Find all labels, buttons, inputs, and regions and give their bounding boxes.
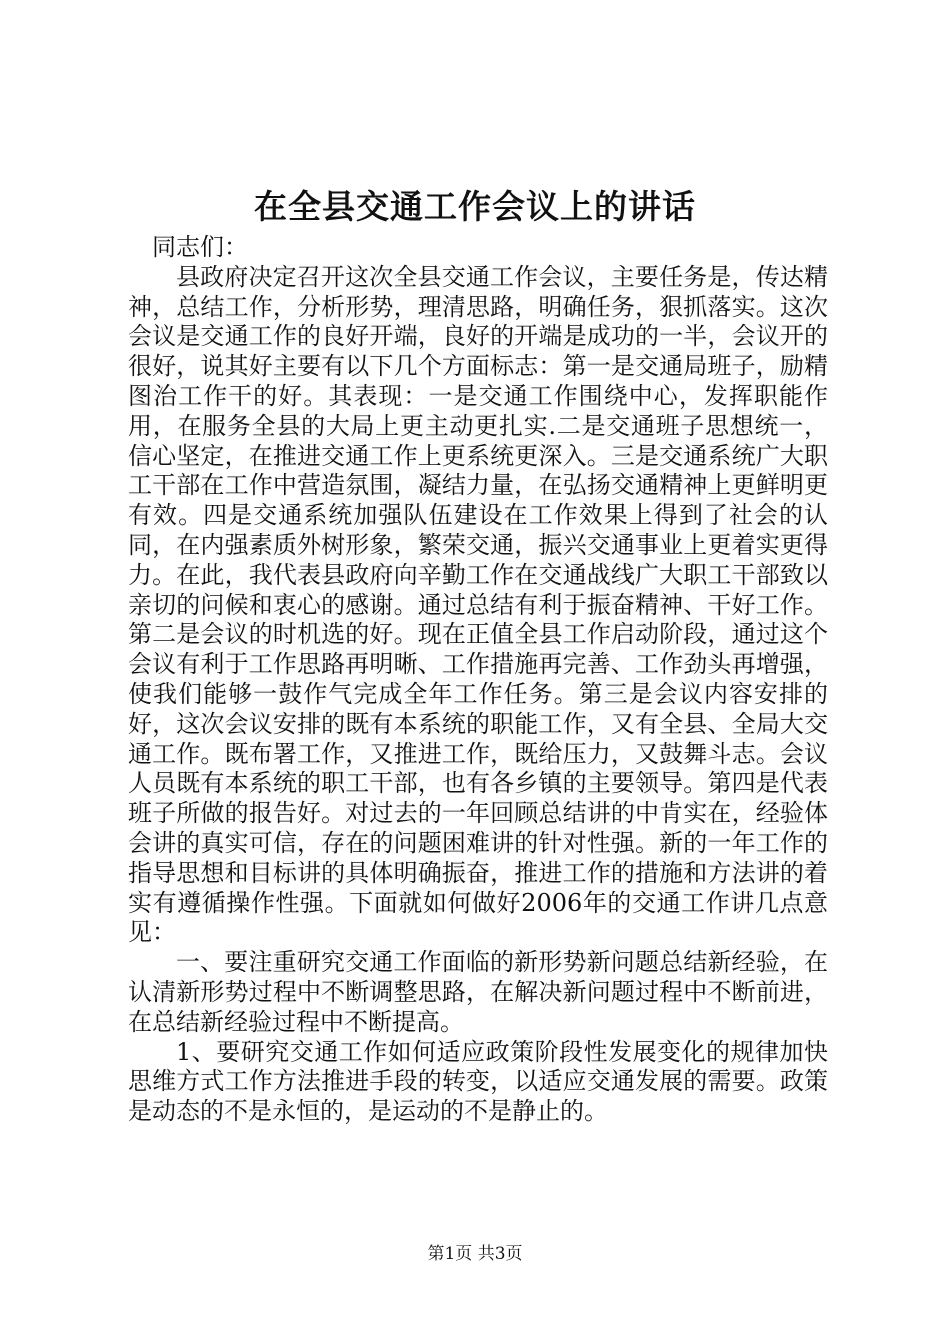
intro-paragraph: 县政府决定召开这次全县交通工作会议，主要任务是，传达精神，总结工作，分析形势，理清思路，明确任务，狠抓落实。这次会议是交通工作的良好开端，良好的开端是成功的一半，会议开的很好，说其好主要有以下几个方面标志：第一是交通局班子，励精图治工作干的好。其表现：一是交通工作围绕中心，发挥职能作用，在服务全县的大局上更主动更扎实.二是交通班子思想统一，信心坚定，在推进交通工作上更系统更深入。三是交通系统广大职工干部在工作中营造氛围，凝结力量，在弘扬交通精神上更鲜明更有效。四是交通系统加强队伍建设在工作效果上得到了社会的认同，在内强素质外树形象，繁荣交通，振兴交通事业上更着实更得力。在此，我代表县政府向辛勤工作在交通战线广大职工干部致以亲切的问候和衷心的感谢。通过总结有利于振奋精神、干好工作。第二是会议的时机选的好。现在正值全县工作启动阶段，通过这个会议有利于工作思路再明晰、工作措施再完善、工作劲头再增强，使我们能够一鼓作气完成全年工作任务。第三是会议内容安排的好，这次会议安排的既有本系统的职能工作，又有全县、全局大交通工作。既布署工作，又推进工作，既给压力，又鼓舞斗志。会议人员既有本系统的职工干部，也有各乡镇的主要领导。第四是代表班子所做的报告好。对过去的一年回顾总结讲的中肯实在，经验体会讲的真实可信，存在的问题困难讲的针对性强。新的一年工作的指导思想和目标讲的具体明确振奋，推进工作的措施和方法讲的着实有遵循操作性强。下面就如何做好2006年的交通工作讲几点意见： bbox=[128, 262, 828, 947]
page-footer: 第1页 共3页 bbox=[427, 1244, 523, 1264]
section-one-heading-paragraph: 一、要注重研究交通工作面临的新形势新问题总结新经验，在认清新形势过程中不断调整思路，在解决新问题过程中不断前进，在总结新经验过程中不断提高。 bbox=[128, 948, 828, 1036]
document-body bbox=[128, 233, 828, 1127]
subsection-one-paragraph: 1、要研究交通工作如何适应政策阶段性发展变化的规律加快思维方式工作方法推进手段的转变，以适应交通发展的需要。政策是动态的不是永恒的，是运动的不是静止的。 bbox=[128, 1037, 828, 1126]
salutation-paragraph: 同志们： bbox=[152, 233, 248, 261]
document-title: 在全县交通工作会议上的讲话 bbox=[254, 187, 696, 226]
